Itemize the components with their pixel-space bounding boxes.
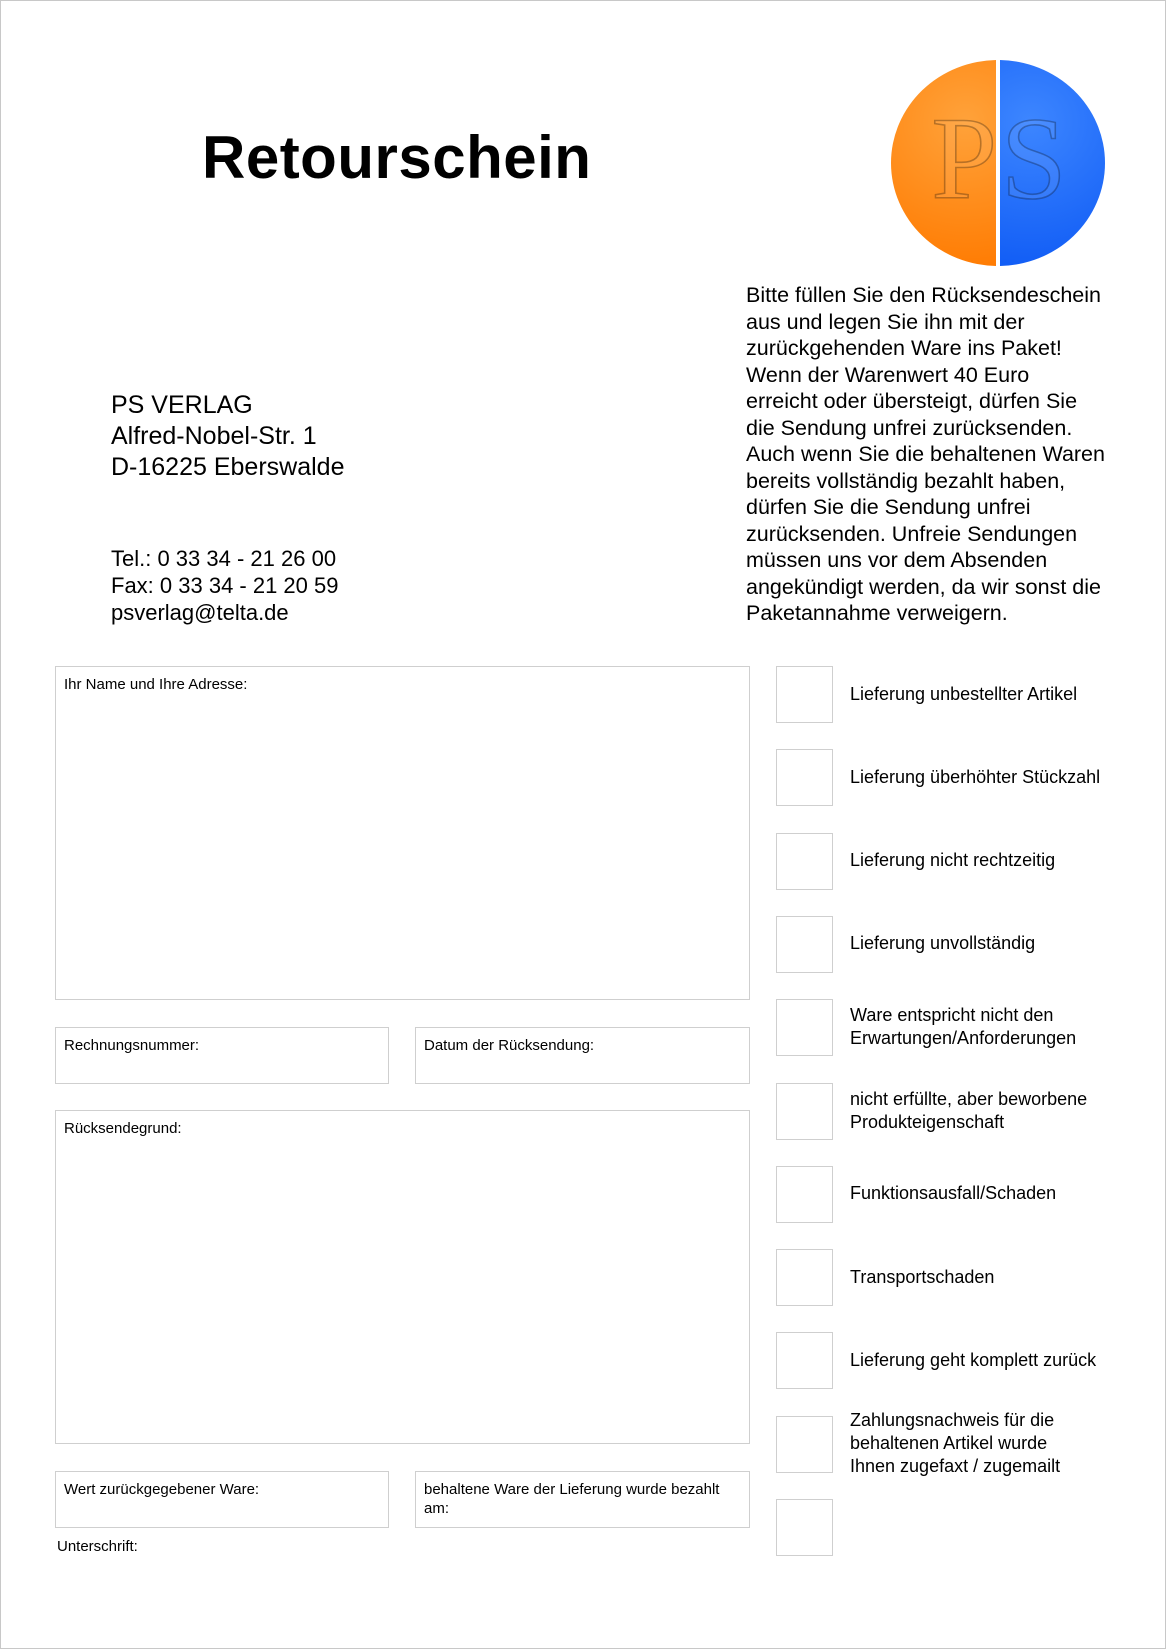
- reason-label-line: Lieferung unbestellter Artikel: [850, 684, 1078, 704]
- invoice-number-label: Rechnungsnummer:: [64, 1037, 200, 1054]
- reason-label: [850, 1349, 1096, 1372]
- reason-checkbox[interactable]: [776, 833, 833, 890]
- intro-line: Auch wenn Sie die behaltenen Waren: [746, 442, 1105, 466]
- page-title: Retourschein: [202, 124, 592, 191]
- signature-label: Unterschrift:: [57, 1538, 138, 1555]
- intro-line: müssen uns vor dem Absenden: [746, 548, 1048, 572]
- intro-text: [746, 282, 1151, 627]
- intro-line: Wenn der Warenwert 40 Euro: [746, 362, 1030, 387]
- company-name: PS VERLAG: [111, 391, 253, 419]
- return-reason-field[interactable]: [55, 1110, 750, 1444]
- reason-label-line: Funktionsausfall/Schaden: [850, 1183, 1057, 1203]
- reason-checkbox[interactable]: [776, 666, 833, 723]
- reason-checkbox[interactable]: [776, 999, 833, 1056]
- city: D-16225 Eberswalde: [111, 453, 345, 481]
- kept-items-paid-field[interactable]: [415, 1471, 750, 1528]
- intro-line: zurücksenden. Unfreie Sendungen: [746, 521, 1078, 546]
- reason-label: [850, 1088, 1087, 1134]
- reason-label-line: Produkteigenschaft: [850, 1112, 1005, 1132]
- email: psverlag@telta.de: [111, 600, 289, 625]
- street: Alfred-Nobel-Str. 1: [111, 422, 317, 450]
- reason-label-line: Erwartungen/Anforderungen: [850, 1028, 1077, 1048]
- intro-line: Paketannahme verweigern.: [746, 601, 1008, 625]
- intro-line: Bitte füllen Sie den Rücksendeschein: [746, 283, 1101, 307]
- intro-line: angekündigt werden, da wir sonst die: [746, 574, 1101, 599]
- reason-label: [850, 1266, 994, 1289]
- reason-checkbox[interactable]: [776, 916, 833, 973]
- publisher-contact: [111, 545, 339, 626]
- invoice-number-field[interactable]: [55, 1027, 389, 1084]
- reason-checkbox[interactable]: [776, 1083, 833, 1140]
- reason-checkbox[interactable]: [776, 1166, 833, 1223]
- return-date-field[interactable]: [415, 1027, 750, 1084]
- reason-checkbox[interactable]: [776, 1416, 833, 1473]
- reason-label-line: Lieferung unvollständig: [850, 933, 1036, 953]
- reason-label-line: Zahlungsnachweis für die: [850, 1410, 1055, 1430]
- reason-checkbox[interactable]: [776, 749, 833, 806]
- intro-line: dürfen Sie die Sendung unfrei: [746, 495, 1031, 519]
- reason-label-line: Ihnen zugefaxt / zugemailt: [850, 1456, 1061, 1476]
- reason-label-line: behaltenen Artikel wurde: [850, 1433, 1048, 1453]
- reason-label-line: Lieferung nicht rechtzeitig: [850, 850, 1056, 870]
- reason-label-line: Lieferung überhöhter Stückzahl: [850, 767, 1101, 787]
- reason-checkbox[interactable]: [776, 1249, 833, 1306]
- fax: Fax: 0 33 34 - 21 20 59: [111, 573, 339, 598]
- reason-label-line: Ware entspricht nicht den: [850, 1005, 1054, 1025]
- phone: Tel.: 0 33 34 - 21 26 00: [111, 546, 337, 571]
- intro-line: die Sendung unfrei zurücksenden.: [746, 415, 1073, 440]
- ps-logo: [889, 58, 1107, 268]
- name-address-field[interactable]: [55, 666, 750, 1000]
- reason-label: [850, 683, 1077, 706]
- return-reason-label: Rücksendegrund:: [64, 1120, 182, 1137]
- reason-checkbox[interactable]: [776, 1499, 833, 1556]
- reason-checkbox[interactable]: [776, 1332, 833, 1389]
- intro-line: aus und legen Sie ihn mit der: [746, 309, 1025, 334]
- reason-label-line: nicht erfüllte, aber beworbene: [850, 1089, 1088, 1109]
- reason-label: [850, 849, 1055, 872]
- intro-line: erreicht oder übersteigt, dürfen Sie: [746, 389, 1078, 413]
- kept-items-paid-label: behaltene Ware der Lieferung wurde bezahlt am:: [424, 1481, 720, 1517]
- reason-label: [850, 1004, 1076, 1050]
- return-date-label: Datum der Rücksendung:: [424, 1037, 595, 1054]
- name-address-label: Ihr Name und Ihre Adresse:: [64, 676, 248, 693]
- returned-value-field[interactable]: [55, 1471, 389, 1528]
- reason-label: [850, 1182, 1056, 1205]
- logo-letters: PS: [931, 93, 1071, 224]
- intro-line: zurückgehenden Ware ins Paket!: [746, 336, 1062, 360]
- reason-label-line: Lieferung geht komplett zurück: [850, 1350, 1097, 1370]
- reason-label: [850, 766, 1100, 789]
- reason-label: [850, 932, 1035, 955]
- returned-value-label: Wert zurückgegebener Ware:: [64, 1481, 260, 1498]
- publisher-address: [111, 390, 344, 483]
- reason-label-line: Transportschaden: [850, 1267, 995, 1287]
- reason-label: [850, 1409, 1060, 1478]
- intro-line: bereits vollständig bezahlt haben,: [746, 468, 1066, 493]
